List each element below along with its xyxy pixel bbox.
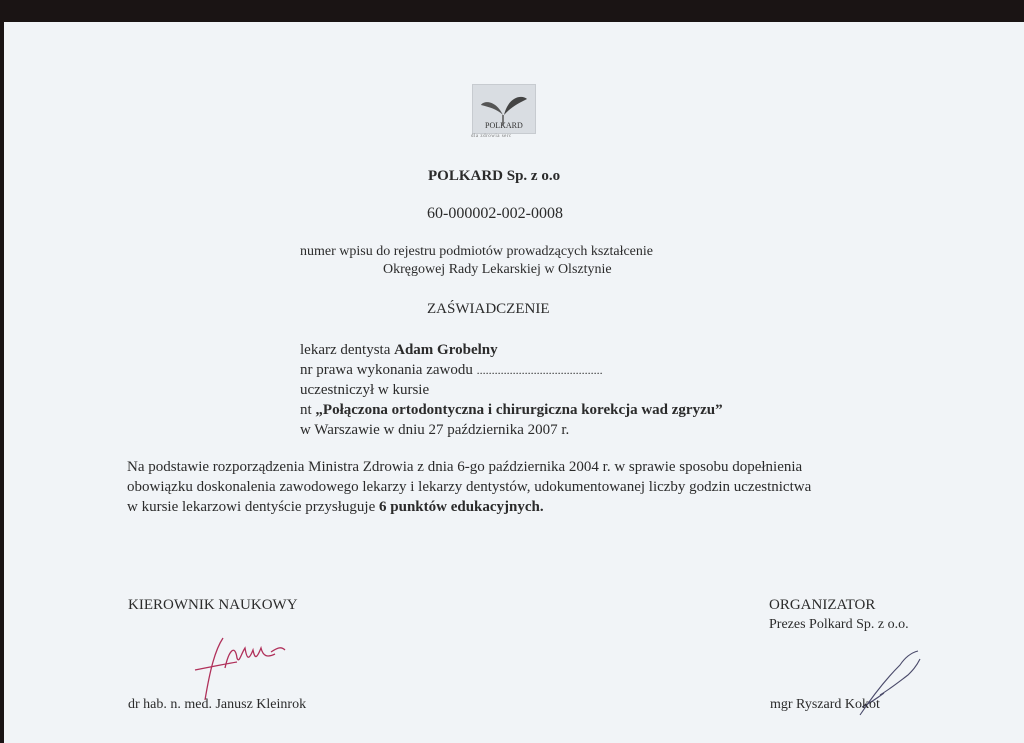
course-line: [300, 402, 723, 419]
license-line: [300, 362, 603, 379]
license-label: nr prawa wykonania zawodu: [300, 362, 473, 378]
legal-line-3-prefix: w kursie lekarzowi dentyście przysługuje: [127, 499, 376, 515]
course-prefix: nt: [300, 402, 312, 418]
license-value: ..........................................: [476, 363, 603, 377]
registry-line-1: numer wpisu do rejestru podmiotów prowadzących kształcenie: [300, 244, 654, 259]
legal-line-3: [127, 499, 544, 516]
company-name: POLKARD Sp. z o.o: [428, 168, 561, 184]
left-signatory-name: dr hab. n. med. Janusz Kleinrok: [128, 697, 307, 712]
right-signatory-name: mgr Ryszard Kokot: [770, 697, 880, 712]
course-title: „Połączona ortodontyczna i chirurgiczna korekcja wad zgryzu”: [315, 402, 723, 418]
place-date: w Warszawie w dniu 27 października 2007 r.: [300, 422, 570, 438]
logo-tagline: dla zdrowia serc: [471, 134, 512, 139]
right-signatory-role: ORGANIZATOR: [769, 597, 876, 613]
recipient-line: [300, 342, 498, 359]
participation-line: uczestniczył w kursie: [300, 382, 430, 398]
recipient-prefix: lekarz dentysta: [300, 342, 391, 358]
legal-line-2: obowiązku doskonalenia zawodowego lekarzy i lekarzy dentystów, udokumentowanej liczby godzin uczestnictwa: [127, 479, 812, 495]
registry-line-2: Okręgowej Rady Lekarskiej w Olsztynie: [383, 262, 612, 277]
left-signatory-role: KIEROWNIK NAUKOWY: [128, 597, 298, 613]
recipient-name: Adam Grobelny: [394, 342, 498, 358]
polkard-logo: [472, 84, 536, 134]
education-points: 6 punktów edukacyjnych.: [379, 499, 544, 515]
document-title: ZAŚWIADCZENIE: [427, 301, 550, 317]
right-signatory-subrole: Prezes Polkard Sp. z o.o.: [769, 617, 909, 632]
registry-number: 60-000002-002-0008: [427, 205, 563, 222]
logo-brand: POLKARD: [485, 121, 523, 130]
left-signature: [185, 630, 295, 705]
legal-line-1: Na podstawie rozporządzenia Ministra Zdrowia z dnia 6-go października 2004 r. w sprawie sposobu dopełnienia: [127, 459, 803, 475]
